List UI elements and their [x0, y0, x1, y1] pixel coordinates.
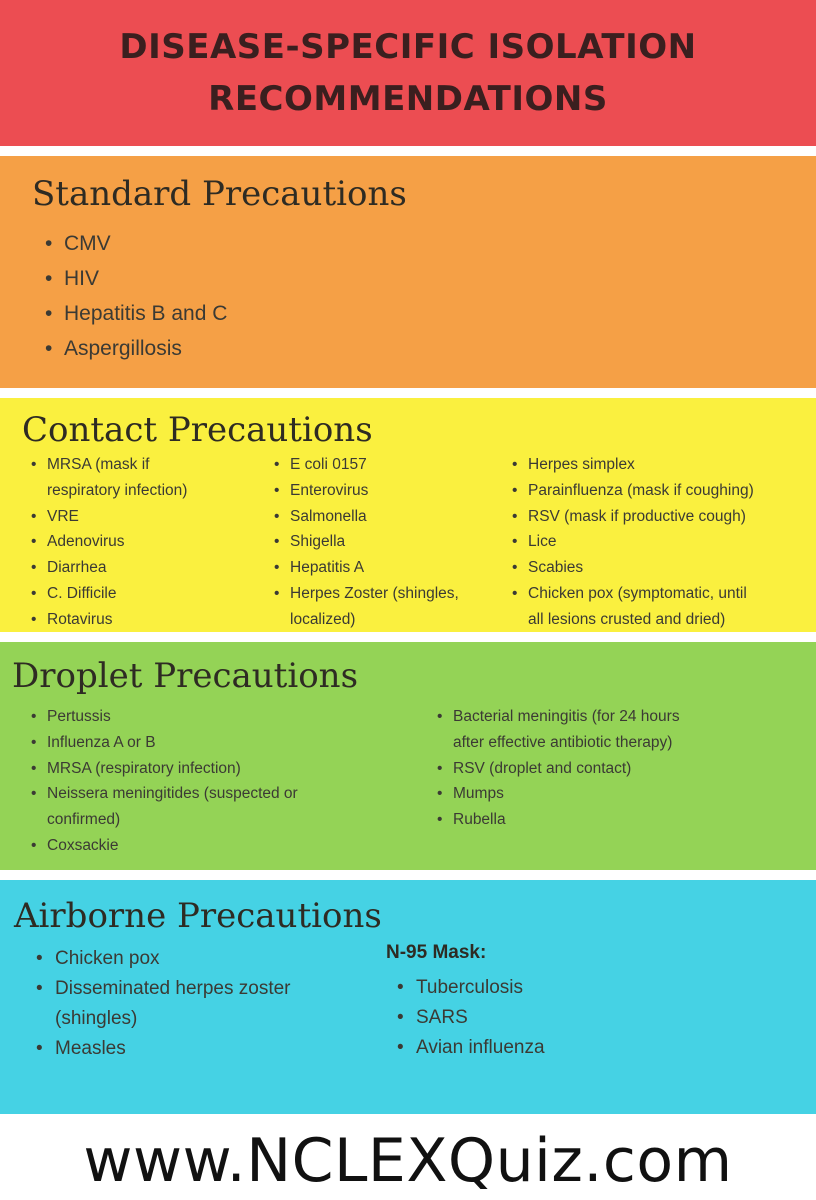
airborne-precautions-section: [0, 880, 816, 1114]
list-item: • Coxsackie: [47, 833, 298, 859]
list-item: • RSV (droplet and contact): [453, 756, 680, 782]
list-item: • Rubella: [453, 807, 680, 833]
standard-precautions-heading: Standard Precautions: [32, 174, 407, 214]
list-item: • MRSA (respiratory infection): [47, 756, 298, 782]
list-item: • Disseminated herpes zoster: [55, 974, 291, 1004]
droplet-precautions-section: [0, 642, 816, 870]
list-item: • Chicken pox: [55, 944, 291, 974]
list-item: • E coli 0157: [290, 452, 459, 478]
droplet-list-column-1: [47, 704, 298, 859]
title-line-2: RECOMMENDATIONS: [208, 79, 608, 119]
list-item-continuation: all lesions crusted and dried): [528, 610, 726, 628]
list-item: • MRSA (mask if: [47, 452, 187, 478]
list-item-continuation: (shingles): [55, 1008, 138, 1029]
list-item: • Shigella: [290, 529, 459, 555]
standard-precautions-section: [0, 156, 816, 388]
list-item: • Influenza A or B: [47, 730, 298, 756]
list-item: • Salmonella: [290, 504, 459, 530]
contact-list-column-3: [528, 452, 754, 633]
list-item: • Scabies: [528, 555, 754, 581]
list-item: • Herpes simplex: [528, 452, 754, 478]
list-item: • RSV (mask if productive cough): [528, 504, 754, 530]
title-line-1: DISEASE-SPECIFIC ISOLATION: [119, 27, 697, 67]
list-item-continuation: after effective antibiotic therapy): [453, 733, 673, 751]
list-item: • Parainfluenza (mask if coughing): [528, 478, 754, 504]
n95-mask-label: N-95 Mask:: [386, 942, 487, 963]
list-item: • VRE: [47, 504, 187, 530]
list-item: • Herpes Zoster (shingles,: [290, 581, 459, 607]
list-item: • Hepatitis B and C: [64, 296, 227, 331]
contact-list-column-2: [290, 452, 459, 633]
list-item: • C. Difficile: [47, 581, 187, 607]
list-item: • Rotavirus: [47, 607, 187, 633]
list-item: • Pertussis: [47, 704, 298, 730]
airborne-precautions-heading: Airborne Precautions: [14, 896, 382, 936]
footer-website: [0, 1122, 816, 1200]
contact-precautions-section: [0, 398, 816, 632]
list-item: • Mumps: [453, 781, 680, 807]
contact-list-column-1: [47, 452, 187, 633]
list-item: • Avian influenza: [416, 1033, 545, 1063]
list-item: • SARS: [416, 1003, 545, 1033]
contact-precautions-heading: Contact Precautions: [22, 410, 373, 450]
list-item-continuation: respiratory infection): [47, 481, 188, 499]
airborne-list-column-1: [55, 944, 291, 1064]
list-item: • Neissera meningitides (suspected or: [47, 781, 298, 807]
list-item-continuation: localized): [290, 610, 356, 628]
droplet-list-column-2: [453, 704, 680, 833]
list-item-continuation: confirmed): [47, 811, 121, 829]
list-item: • HIV: [64, 261, 227, 296]
list-item: • Aspergillosis: [64, 331, 227, 366]
title-banner: [0, 0, 816, 146]
list-item: • CMV: [64, 226, 227, 261]
list-item: • Diarrhea: [47, 555, 187, 581]
droplet-precautions-heading: Droplet Precautions: [12, 656, 359, 696]
list-item: • Lice: [528, 529, 754, 555]
airborne-list-column-2: [416, 973, 545, 1063]
list-item: • Enterovirus: [290, 478, 459, 504]
list-item: • Tuberculosis: [416, 973, 545, 1003]
list-item: • Bacterial meningitis (for 24 hours: [453, 704, 680, 730]
list-item: • Hepatitis A: [290, 555, 459, 581]
website-url: www.NCLEXQuiz.com: [83, 1126, 733, 1196]
list-item: • Measles: [55, 1034, 291, 1064]
list-item: • Chicken pox (symptomatic, until: [528, 581, 754, 607]
list-item: • Adenovirus: [47, 529, 187, 555]
standard-precautions-list: [64, 226, 227, 366]
